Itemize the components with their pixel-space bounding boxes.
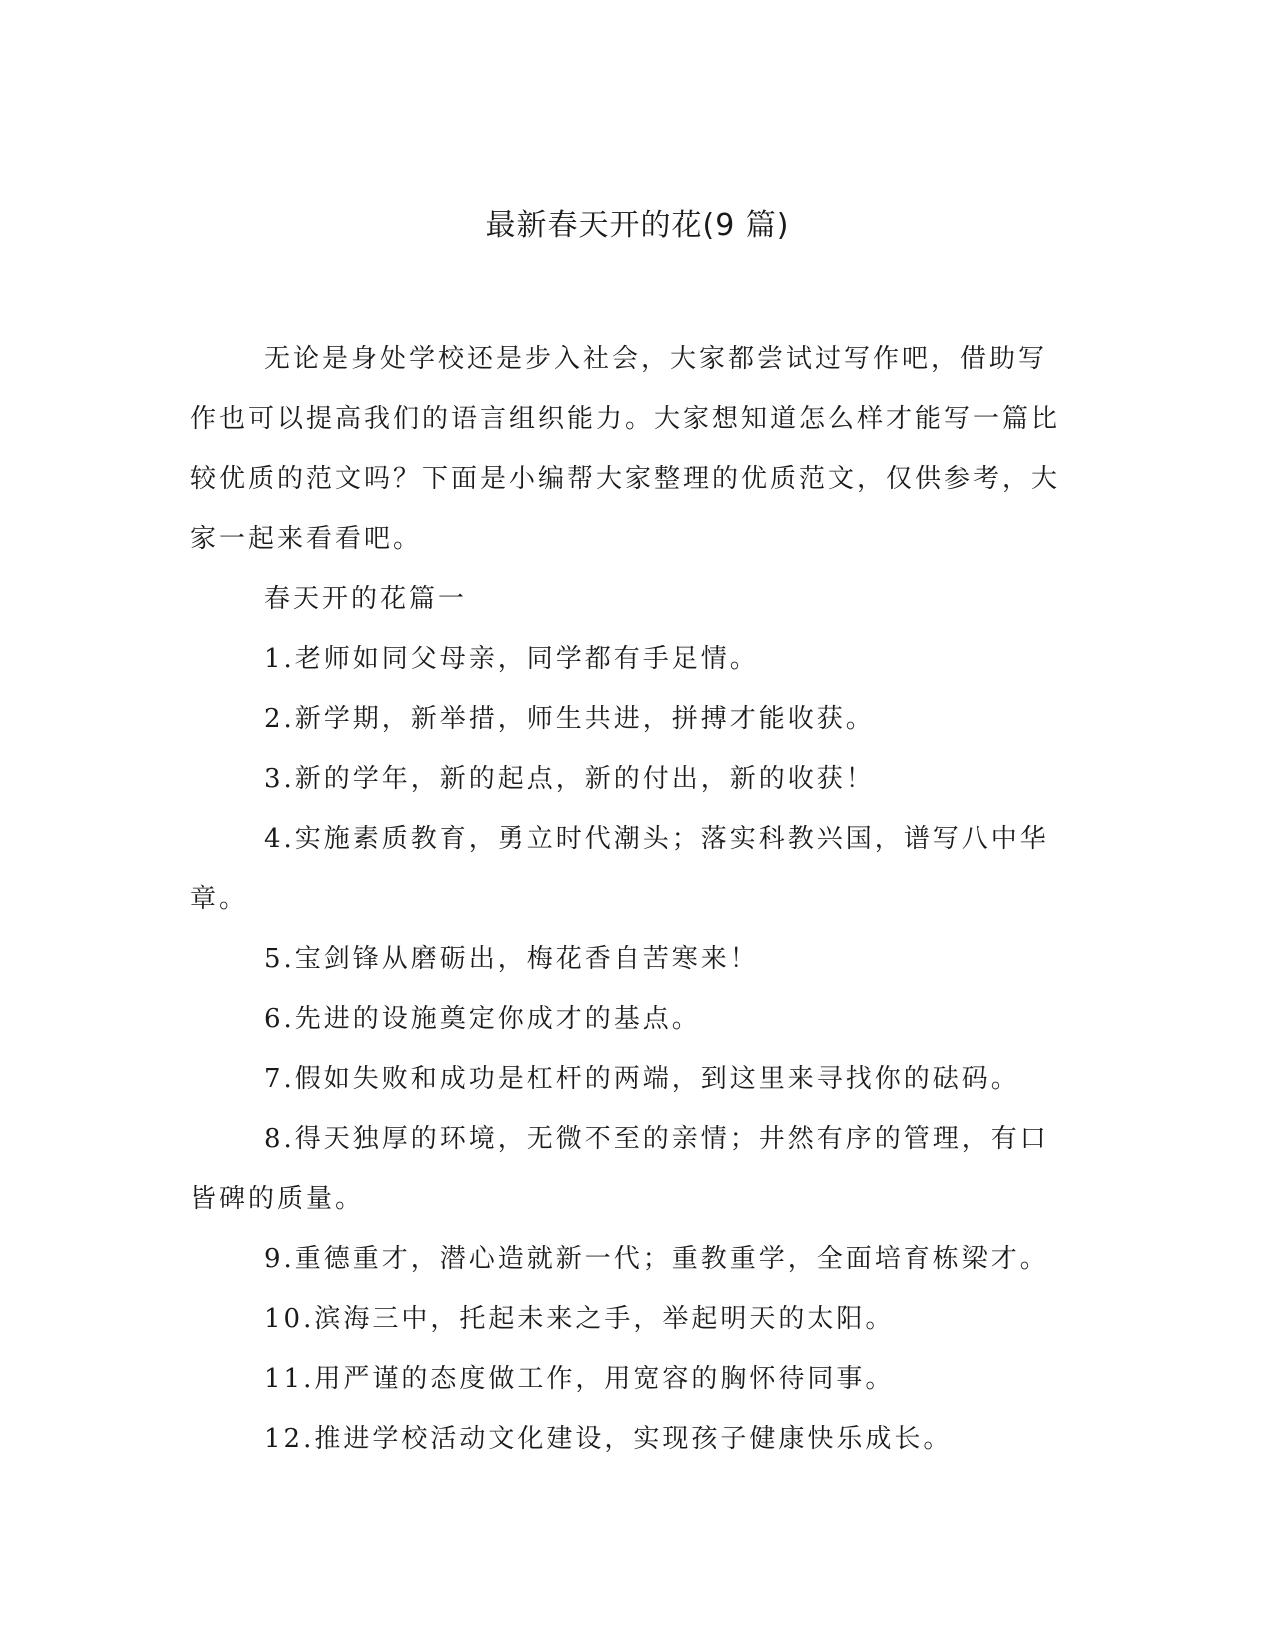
list-item: 12.推进学校活动文化建设，实现孩子健康快乐成长。 [264,1424,953,1454]
document-body [190,329,1070,1469]
list-item: 4.实施素质教育，勇立时代潮头；落实科教兴国，谱写八中华章。 [190,824,1049,914]
list-item: 8.得天独厚的环境，无微不至的亲情；井然有序的管理，有口皆碑的质量。 [190,1124,1049,1214]
list-item: 3.新的学年，新的起点，新的付出，新的收获！ [264,764,875,794]
list-item: 7.假如失败和成功是杠杆的两端，到这里来寻找你的砝码。 [264,1064,1020,1094]
list-item: 11.用严谨的态度做工作，用宽容的胸怀待同事。 [264,1364,895,1394]
document-title: 最新春天开的花(9 篇) [485,208,790,243]
list-item: 6.先进的设施奠定你成才的基点。 [264,1004,701,1034]
list-item: 1.老师如同父母亲，同学都有手足情。 [264,644,759,674]
section-heading: 春天开的花篇一 [264,584,468,614]
list-item: 2.新学期，新举措，师生共进，拼搏才能收获。 [264,704,875,734]
list-item: 10.滨海三中，托起未来之手，举起明天的太阳。 [264,1304,895,1334]
intro-paragraph: 无论是身处学校还是步入社会，大家都尝试过写作吧，借助写作也可以提高我们的语言组织能力。大家想知道怎么样才能写一篇比较优质的范文吗？下面是小编帮大家整理的优质范文，仅供参考，大家一起来看看吧。 [190,344,1061,554]
list-item: 5.宝剑锋从磨砺出，梅花香自苦寒来！ [264,944,759,974]
list-item: 9.重德重才，潜心造就新一代；重教重学，全面培育栋梁才。 [264,1244,1049,1274]
